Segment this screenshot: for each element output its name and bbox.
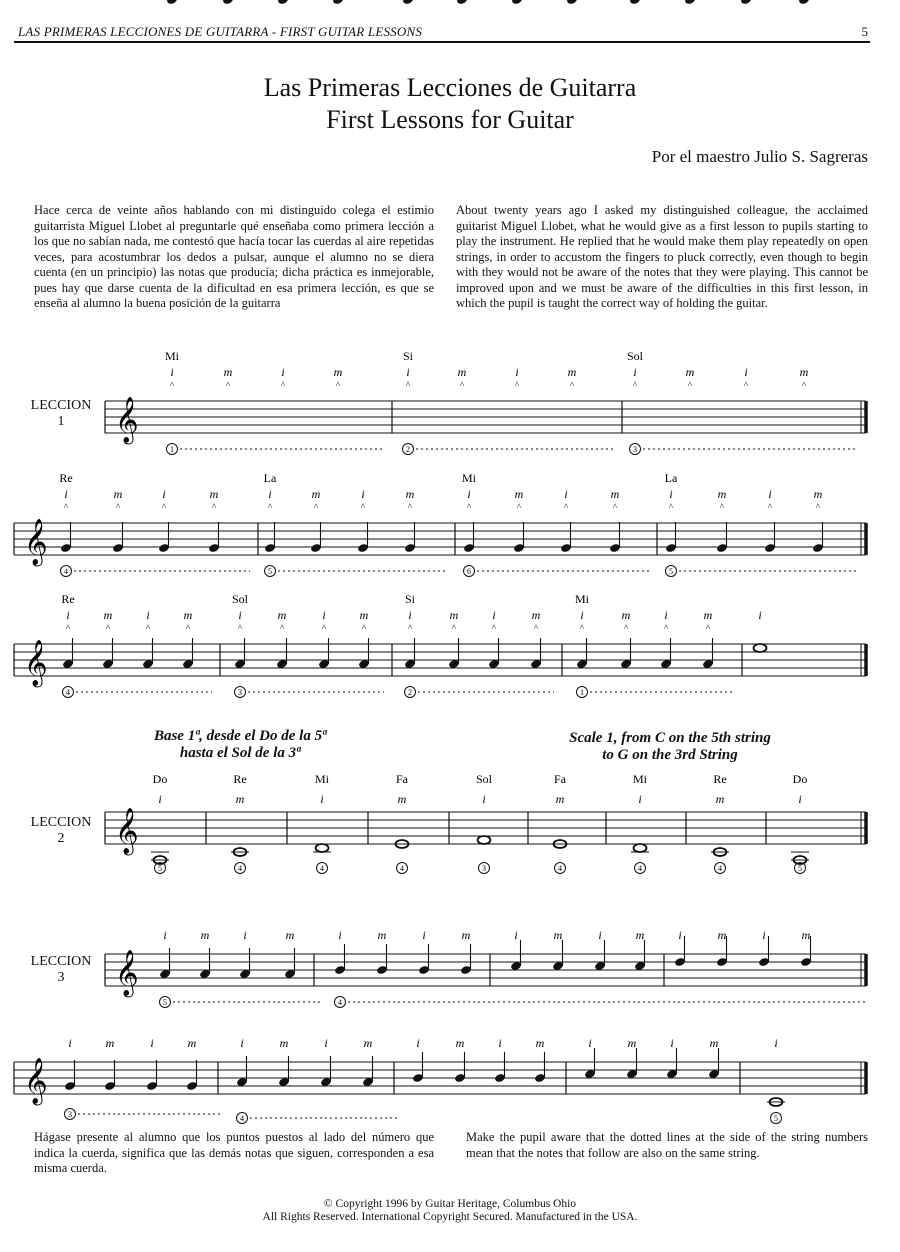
- rest-stroke-mark: ^: [767, 502, 773, 512]
- rest-stroke-mark: ^: [579, 623, 585, 633]
- note-name-label: Fa: [396, 772, 408, 786]
- rest-stroke-mark: ^: [407, 623, 413, 633]
- string-number: 4: [400, 864, 404, 873]
- finger-i: i: [514, 928, 518, 942]
- note-head: [222, 0, 234, 5]
- finger-i: i: [150, 1036, 154, 1050]
- finger-i: i: [416, 1036, 420, 1050]
- finger-m: m: [801, 928, 811, 942]
- finger-m: m: [709, 1036, 719, 1050]
- finger-i: i: [361, 487, 365, 501]
- finger-m: m: [799, 365, 809, 379]
- finger-i: i: [170, 365, 174, 379]
- finger-i: i: [482, 792, 486, 806]
- note-head: [456, 0, 468, 5]
- finger-m: m: [209, 487, 219, 501]
- note-name-label: Mi: [574, 592, 590, 606]
- string-number: 3: [238, 688, 242, 697]
- rest-stroke-mark: ^: [663, 623, 669, 633]
- finger-i: i: [798, 792, 802, 806]
- finger-m: m: [813, 487, 823, 501]
- finger-i: i: [774, 1036, 778, 1050]
- whole-note: [634, 844, 647, 852]
- rest-stroke-mark: ^: [185, 623, 191, 633]
- finger-i: i: [243, 928, 247, 942]
- rest-stroke-mark: ^: [533, 623, 539, 633]
- string-number: 5: [163, 998, 167, 1007]
- finger-i: i: [66, 608, 70, 622]
- note-name-label: Do: [152, 772, 168, 786]
- finger-m: m: [333, 365, 343, 379]
- rest-stroke-mark: ^: [668, 502, 674, 512]
- note-name-label: Re: [59, 471, 73, 485]
- finger-i: i: [268, 487, 272, 501]
- note-name-label: Re: [61, 592, 75, 606]
- finger-m: m: [449, 608, 459, 622]
- lesson3-staff: [105, 950, 866, 998]
- finger-i: i: [467, 487, 471, 501]
- finger-i: i: [158, 792, 162, 806]
- note-name-label: Fa: [554, 772, 566, 786]
- lesson1-staff: [105, 397, 866, 445]
- finger-m: m: [567, 365, 577, 379]
- finger-i: i: [588, 1036, 592, 1050]
- finger-m: m: [405, 487, 415, 501]
- note-head: [629, 0, 641, 5]
- copyright: © Copyright 1996 by Guitar Heritage, Columbus Ohio All Rights Reserved. International Copyright Secured. Manufactured in the USA.: [262, 1198, 638, 1223]
- string-number: 4: [240, 1114, 244, 1123]
- finger-i: i: [498, 1036, 502, 1050]
- rest-stroke-mark: ^: [687, 380, 693, 390]
- rest-stroke-mark: ^: [161, 502, 167, 512]
- string-number: 3: [482, 864, 486, 873]
- finger-m: m: [461, 928, 471, 942]
- finger-m: m: [103, 608, 113, 622]
- lesson2-label: LECCION 2: [30, 815, 92, 846]
- rest-stroke-mark: ^: [563, 502, 569, 512]
- note-name-label: Mi: [164, 349, 180, 363]
- rest-stroke-mark: ^: [211, 502, 217, 512]
- finger-i: i: [580, 608, 584, 622]
- lesson1-staff: [14, 519, 866, 567]
- finger-i: i: [638, 792, 642, 806]
- finger-m: m: [531, 608, 541, 622]
- string-number: 4: [558, 864, 562, 873]
- lesson2-staff: [105, 808, 866, 856]
- note-name-label: Si: [404, 592, 416, 606]
- note-head: [277, 0, 289, 5]
- finger-m: m: [279, 1036, 289, 1050]
- finger-i: i: [162, 487, 166, 501]
- rest-stroke-mark: ^: [466, 502, 472, 512]
- finger-i: i: [678, 928, 682, 942]
- footnote-spanish: Hágase presente al alumno que los puntos puestos al lado del número que indica la cuerda, significa que las demás notas que siguen, corresponden a esa misma cuerda.: [34, 1130, 434, 1175]
- rest-stroke-mark: ^: [313, 502, 319, 512]
- string-number: 4: [320, 864, 324, 873]
- string-number: 5: [669, 567, 673, 576]
- string-number: 3: [68, 1110, 72, 1119]
- note-head: [566, 0, 578, 5]
- finger-m: m: [457, 365, 467, 379]
- finger-i: i: [68, 1036, 72, 1050]
- finger-i: i: [492, 608, 496, 622]
- rest-stroke-mark: ^: [632, 380, 638, 390]
- note-name-label: Re: [233, 772, 247, 786]
- string-number: 6: [467, 567, 471, 576]
- title-spanish: Las Primeras Lecciones de Guitarra: [263, 73, 637, 102]
- finger-i: i: [758, 608, 762, 622]
- finger-m: m: [703, 608, 713, 622]
- rest-stroke-mark: ^: [407, 502, 413, 512]
- finger-i: i: [163, 928, 167, 942]
- finger-m: m: [685, 365, 695, 379]
- finger-i: i: [762, 928, 766, 942]
- finger-i: i: [322, 608, 326, 622]
- note-name-label: Sol: [626, 349, 644, 363]
- scale-heading-spanish: Base 1ª, desde el Do de la 5ª hasta el Sol de la 3ª: [153, 728, 327, 761]
- finger-m: m: [555, 792, 565, 806]
- finger-i: i: [338, 928, 342, 942]
- treble-clef: 𝄞: [24, 640, 48, 685]
- scale-heading-english: Scale 1, from C on the 5th string to G on the 3rd String: [569, 730, 771, 763]
- finger-i: i: [406, 365, 410, 379]
- note-name-label: Si: [402, 349, 414, 363]
- rest-stroke-mark: ^: [360, 502, 366, 512]
- finger-i: i: [669, 487, 673, 501]
- finger-m: m: [223, 365, 233, 379]
- finger-m: m: [717, 928, 727, 942]
- lesson3-staff-2: [14, 1058, 866, 1106]
- rest-stroke-mark: ^: [237, 623, 243, 633]
- finger-m: m: [311, 487, 321, 501]
- rest-stroke-mark: ^: [335, 380, 341, 390]
- finger-m: m: [514, 487, 524, 501]
- finger-m: m: [715, 792, 725, 806]
- string-number: 5: [268, 567, 272, 576]
- rest-stroke-mark: ^: [612, 502, 618, 512]
- rest-stroke-mark: ^: [516, 502, 522, 512]
- finger-m: m: [200, 928, 210, 942]
- note-name-label: Sol: [231, 592, 249, 606]
- note-head: [740, 0, 752, 5]
- lesson1-staff: [14, 640, 866, 688]
- string-number: 4: [238, 864, 242, 873]
- string-number: 3: [633, 445, 637, 454]
- finger-m: m: [105, 1036, 115, 1050]
- finger-i: i: [768, 487, 772, 501]
- rest-stroke-mark: ^: [801, 380, 807, 390]
- rest-stroke-mark: ^: [321, 623, 327, 633]
- treble-clef: 𝄞: [115, 397, 139, 442]
- note-name-label: Do: [792, 772, 808, 786]
- rest-stroke-mark: ^: [815, 502, 821, 512]
- author-line: Por el maestro Julio S. Sagreras: [651, 147, 868, 166]
- finger-m: m: [363, 1036, 373, 1050]
- finger-m: m: [621, 608, 631, 622]
- rest-stroke-mark: ^: [169, 380, 175, 390]
- finger-i: i: [281, 365, 285, 379]
- rest-stroke-mark: ^: [459, 380, 465, 390]
- whole-note: [316, 844, 329, 852]
- string-number: 1: [580, 688, 584, 697]
- treble-clef: 𝄞: [115, 808, 139, 853]
- finger-m: m: [635, 928, 645, 942]
- string-number: 2: [406, 445, 410, 454]
- note-head: [511, 0, 523, 5]
- finger-i: i: [744, 365, 748, 379]
- string-number: 4: [718, 864, 722, 873]
- note-name-label: La: [263, 471, 277, 485]
- note-head: [166, 0, 178, 5]
- finger-m: m: [610, 487, 620, 501]
- running-title: LAS PRIMERAS LECCIONES DE GUITARRA - FIRST GUITAR LESSONS: [18, 24, 423, 39]
- finger-i: i: [240, 1036, 244, 1050]
- finger-m: m: [277, 608, 287, 622]
- rest-stroke-mark: ^: [145, 623, 151, 633]
- rest-stroke-mark: ^: [280, 380, 286, 390]
- rest-stroke-mark: ^: [491, 623, 497, 633]
- rest-stroke-mark: ^: [719, 502, 725, 512]
- string-number: 5: [158, 864, 162, 873]
- finger-m: m: [285, 928, 295, 942]
- finger-i: i: [408, 608, 412, 622]
- finger-m: m: [627, 1036, 637, 1050]
- intro-english: About twenty years ago I asked my distinguished colleague, the acclaimed guitarist Miguel Llobet, what he would give as a first lesson to pupils starting to play the instrument. He replied that he would make them play repeatedly on open strings, in order to accustom the fingers to pluck correctly, even though to begin with they would not be aware of the notes that they were playing. This cannot be improved upon and we must be aware of the difficulties in this first lesson, in which the pupil is taught the correct way of holding the guitar.: [456, 203, 868, 310]
- string-number: 4: [66, 688, 70, 697]
- finger-i: i: [146, 608, 150, 622]
- note-name-label: La: [664, 471, 678, 485]
- finger-i: i: [633, 365, 637, 379]
- lesson3-label: LECCION 3: [30, 954, 92, 985]
- string-number: 5: [774, 1114, 778, 1123]
- finger-m: m: [377, 928, 387, 942]
- finger-m: m: [455, 1036, 465, 1050]
- note-head: [402, 0, 414, 5]
- note-name-label: Mi: [461, 471, 477, 485]
- footnote-english: Make the pupil aware that the dotted lines at the side of the string numbers mean that the notes that follow are also on the same string.: [466, 1130, 868, 1160]
- finger-i: i: [515, 365, 519, 379]
- finger-i: i: [564, 487, 568, 501]
- treble-clef: 𝄞: [24, 1058, 48, 1103]
- finger-i: i: [664, 608, 668, 622]
- rest-stroke-mark: ^: [105, 623, 111, 633]
- finger-i: i: [598, 928, 602, 942]
- finger-i: i: [324, 1036, 328, 1050]
- treble-clef: 𝄞: [115, 950, 139, 995]
- finger-m: m: [553, 928, 563, 942]
- finger-m: m: [397, 792, 407, 806]
- whole-note: [478, 836, 491, 844]
- rest-stroke-mark: ^: [405, 380, 411, 390]
- lesson1-label: LECCION 1: [30, 398, 92, 429]
- page-number: 5: [861, 24, 868, 39]
- rest-stroke-mark: ^: [267, 502, 273, 512]
- rest-stroke-mark: ^: [65, 623, 71, 633]
- note-name-label: Mi: [314, 772, 330, 786]
- rest-stroke-mark: ^: [225, 380, 231, 390]
- finger-m: m: [183, 608, 193, 622]
- rest-stroke-mark: ^: [705, 623, 711, 633]
- note-head: [332, 0, 344, 5]
- finger-i: i: [320, 792, 324, 806]
- finger-i: i: [238, 608, 242, 622]
- rest-stroke-mark: ^: [514, 380, 520, 390]
- rest-stroke-mark: ^: [279, 623, 285, 633]
- rest-stroke-mark: ^: [63, 502, 69, 512]
- note-name-label: Re: [713, 772, 727, 786]
- string-number: 2: [408, 688, 412, 697]
- rest-stroke-mark: ^: [623, 623, 629, 633]
- string-number: 4: [338, 998, 342, 1007]
- string-number: 5: [798, 864, 802, 873]
- finger-i: i: [64, 487, 68, 501]
- rest-stroke-mark: ^: [115, 502, 121, 512]
- finger-i: i: [670, 1036, 674, 1050]
- finger-m: m: [235, 792, 245, 806]
- rest-stroke-mark: ^: [569, 380, 575, 390]
- title-english: First Lessons for Guitar: [326, 105, 574, 134]
- string-number: 4: [64, 567, 68, 576]
- finger-i: i: [422, 928, 426, 942]
- note-head: [798, 0, 810, 5]
- finger-m: m: [359, 608, 369, 622]
- string-number: 1: [170, 445, 174, 454]
- string-number: 4: [638, 864, 642, 873]
- finger-m: m: [535, 1036, 545, 1050]
- rest-stroke-mark: ^: [743, 380, 749, 390]
- note-name-label: Sol: [475, 772, 493, 786]
- note-name-label: Mi: [632, 772, 648, 786]
- finger-m: m: [717, 487, 727, 501]
- intro-spanish: Hace cerca de veinte años hablando con mi distinguido colega el estimio guitarrista Miguel Llobet al preguntarle qué enseñaba como primera lección a los que no sabían nada, me contestó que hacía tocar las cuerdas al aire repetidas veces, para acostumbrar los dedos a pulsar, aunque el alumno no se diera cuenta (en un principio) las notas que producía; dicha práctica es inmejorable, pues hay que darse cuenta de la dificultad en esa primera lección, es que se enseña al alumno la buena posición de la guitarra: [34, 203, 434, 310]
- rest-stroke-mark: ^: [361, 623, 367, 633]
- finger-m: m: [187, 1036, 197, 1050]
- rest-stroke-mark: ^: [451, 623, 457, 633]
- note-head: [684, 0, 696, 5]
- finger-m: m: [113, 487, 123, 501]
- treble-clef: 𝄞: [24, 519, 48, 564]
- whole-note: [754, 644, 767, 652]
